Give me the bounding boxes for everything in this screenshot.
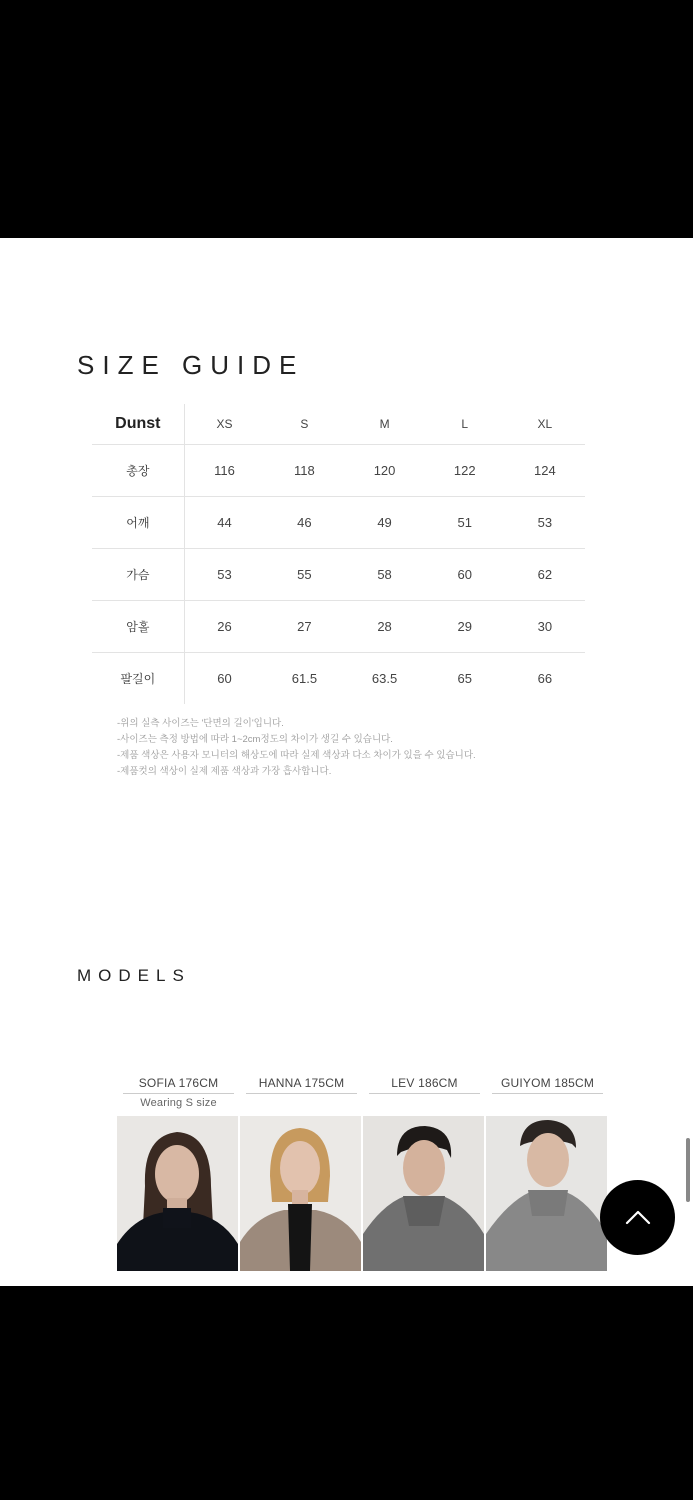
models-section xyxy=(117,1076,609,1109)
bottom-black-bar xyxy=(0,1286,693,1500)
size-notes xyxy=(117,716,476,780)
table-cell: 53 xyxy=(184,548,264,600)
table-cell: 60 xyxy=(425,548,505,600)
size-note: -제품 색상은 사용자 모니터의 해상도에 따라 실제 색상과 다소 차이가 있을 수 있습니다. xyxy=(117,750,476,761)
row-label: 가슴 xyxy=(92,548,184,600)
size-column-header: M xyxy=(344,404,424,444)
table-row xyxy=(92,444,585,496)
top-black-bar xyxy=(0,0,693,238)
row-label: 총장 xyxy=(92,444,184,496)
model-photo-guiyom-image xyxy=(486,1116,607,1271)
table-row xyxy=(92,496,585,548)
size-column-header: XL xyxy=(505,404,585,444)
row-label: 팔길이 xyxy=(92,652,184,704)
size-guide-title: SIZE GUIDE xyxy=(77,350,305,380)
table-cell: 62 xyxy=(505,548,585,600)
models-title: MODELS xyxy=(77,966,191,985)
model-names-row xyxy=(117,1076,609,1109)
model-caption xyxy=(486,1076,609,1109)
table-cell: 49 xyxy=(344,496,424,548)
model-photo-sofia xyxy=(117,1116,238,1271)
size-table xyxy=(92,404,585,704)
table-cell: 55 xyxy=(264,548,344,600)
model-name: GUIYOM 185CM xyxy=(492,1076,603,1094)
table-row xyxy=(92,600,585,652)
table-cell: 29 xyxy=(425,600,505,652)
page-scrollbar[interactable] xyxy=(686,1138,690,1202)
model-name: HANNA 175CM xyxy=(246,1076,357,1094)
table-cell: 51 xyxy=(425,496,505,548)
table-cell: 63.5 xyxy=(371,670,398,686)
model-photo-hanna xyxy=(240,1116,361,1271)
model-name: SOFIA 176CM xyxy=(123,1076,234,1094)
table-cell: 122 xyxy=(425,444,505,496)
model-caption xyxy=(363,1076,486,1109)
table-cell: 65 xyxy=(457,670,472,686)
table-cell: 26 xyxy=(184,600,264,652)
product-detail-page xyxy=(0,238,693,1286)
model-photo-sofia-image xyxy=(117,1116,238,1271)
table-row xyxy=(92,652,585,704)
table-cell: 58 xyxy=(344,548,424,600)
model-caption xyxy=(117,1076,240,1109)
table-cell: 44 xyxy=(184,496,264,548)
row-label: 어깨 xyxy=(92,496,184,548)
table-cell: 120 xyxy=(344,444,424,496)
table-cell: 61.5 xyxy=(291,670,318,686)
model-photo-lev xyxy=(363,1116,484,1271)
table-cell: 118 xyxy=(264,444,344,496)
size-column-header: S xyxy=(264,404,344,444)
brand-name: Dunst xyxy=(92,404,184,444)
model-photos xyxy=(117,1116,609,1271)
model-photo-lev-image xyxy=(363,1116,484,1271)
table-cell: 66 xyxy=(537,670,553,686)
chevron-up-icon xyxy=(624,1206,652,1228)
model-photo-guiyom xyxy=(486,1116,607,1271)
size-note: -위의 실측 사이즈는 '단면의 길이'입니다. xyxy=(117,718,284,729)
size-table-header-row xyxy=(92,404,585,444)
model-caption xyxy=(240,1076,363,1109)
table-cell: 124 xyxy=(505,444,585,496)
table-cell: 27 xyxy=(264,600,344,652)
size-note: -제품컷의 색상이 실제 제품 색상과 가장 흡사합니다. xyxy=(117,766,332,777)
table-cell: 53 xyxy=(505,496,585,548)
size-column-header: L xyxy=(425,404,505,444)
model-name: LEV 186CM xyxy=(369,1076,480,1094)
row-label: 암홀 xyxy=(92,600,184,652)
scroll-to-top-button[interactable] xyxy=(600,1180,675,1255)
table-cell: 46 xyxy=(264,496,344,548)
model-wearing-size: Wearing S size xyxy=(140,1097,217,1109)
table-row xyxy=(92,548,585,600)
table-cell: 28 xyxy=(344,600,424,652)
model-photo-hanna-image xyxy=(240,1116,361,1271)
table-cell: 60 xyxy=(217,670,232,686)
table-cell: 30 xyxy=(505,600,585,652)
table-cell: 116 xyxy=(184,444,264,496)
size-note: -사이즈는 측정 방법에 따라 1~2cm정도의 차이가 생길 수 있습니다. xyxy=(117,734,393,745)
size-column-header: XS xyxy=(184,404,264,444)
